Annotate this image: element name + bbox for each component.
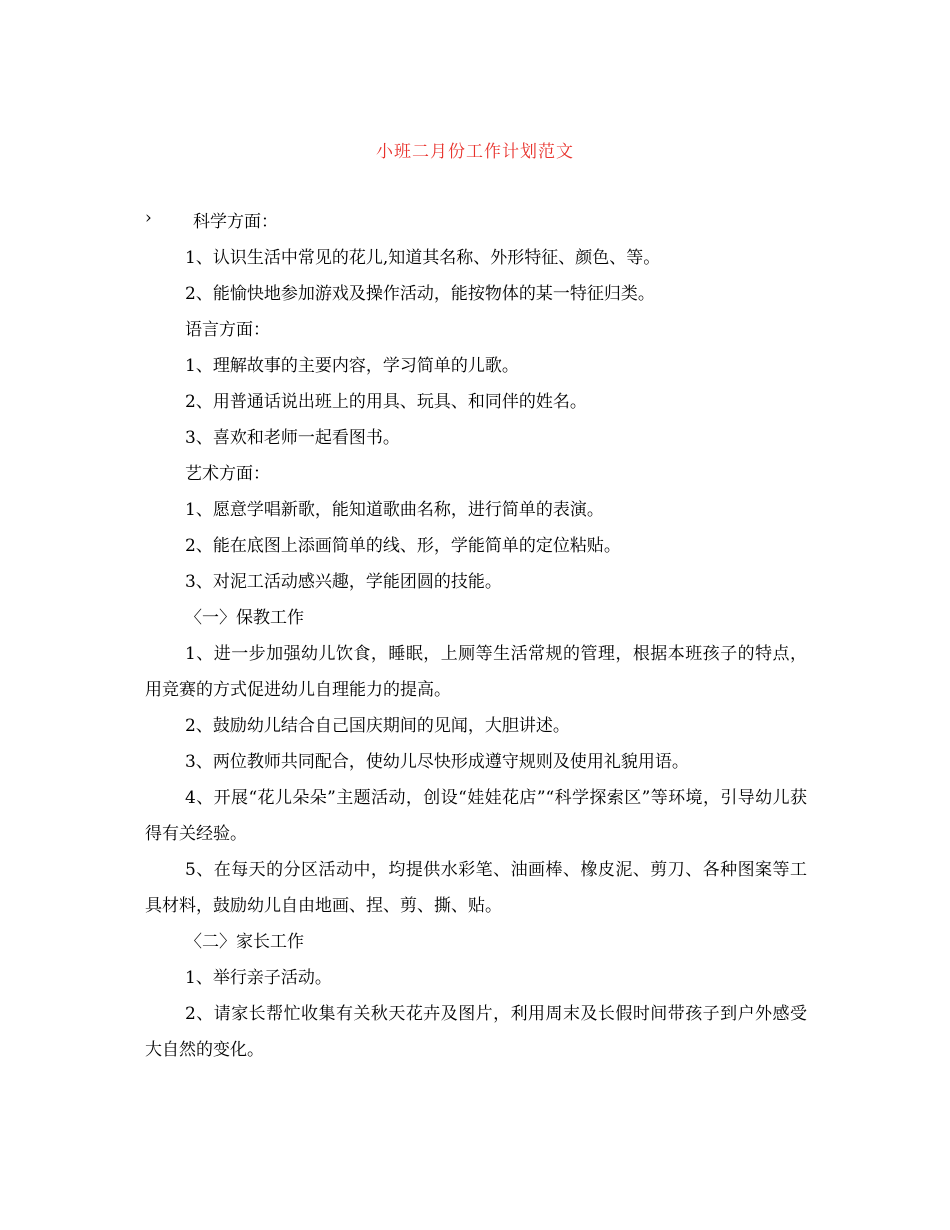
section-heading-art: 艺术方面：: [185, 464, 270, 484]
paragraph: 3、两位教师共同配合，使幼儿尽快形成遵守规则及使用礼貌用语。: [185, 752, 689, 772]
document-title: 小班二月份工作计划范文: [376, 142, 574, 162]
paragraph: 1、进一步加强幼儿饮食，睡眠，上厕等生活常规的管理，根据本班孩子的特点，用竞赛的方式促进幼儿自理能力的提高。: [145, 644, 807, 700]
paragraph: 1、举行亲子活动。: [185, 968, 332, 988]
bullet-marker: ›: [145, 208, 152, 228]
paragraph: 2、鼓励幼儿结合自己国庆期间的见闻，大胆讲述。: [185, 716, 570, 736]
paragraph: 2、请家长帮忙收集有关秋天花卉及图片，利用周末及长假时间带孩子到户外感受大自然的变化。: [145, 1004, 807, 1060]
paragraph: 3、喜欢和老师一起看图书。: [185, 428, 400, 448]
paragraph: 1、愿意学唱新歌，能知道歌曲名称，进行简单的表演。: [185, 500, 604, 520]
paragraph: 4、开展“花儿朵朵”主题活动，创设“娃娃花店”“科学探索区”等环境，引导幼儿获得有关经验。: [145, 788, 807, 844]
paragraph: 1、理解故事的主要内容，学习简单的儿歌。: [185, 356, 519, 376]
paragraph: 2、用普通话说出班上的用具、玩具、和同伴的姓名。: [185, 392, 587, 412]
paragraph: 3、对泥工活动感兴趣，学能团圆的技能。: [185, 572, 502, 592]
paragraph: 2、能愉快地参加游戏及操作活动，能按物体的某一特征归类。: [185, 284, 655, 304]
section-heading-science: 科学方面：: [193, 212, 278, 232]
paragraph: 5、在每天的分区活动中，均提供水彩笔、油画棒、橡皮泥、剪刀、各种图案等工具材料，鼓励幼儿自由地画、捏、剪、撕、贴。: [145, 860, 807, 916]
section-heading-language: 语言方面：: [185, 320, 270, 340]
section-heading-care: 〈一〉保教工作: [185, 608, 304, 628]
paragraph: 2、能在底图上添画简单的线、形，学能简单的定位粘贴。: [185, 536, 621, 556]
paragraph: 1、认识生活中常见的花儿,知道其名称、外形特征、颜色、等。: [185, 248, 661, 268]
document-body: [145, 204, 807, 1068]
section-heading-parents: 〈二〉家长工作: [185, 932, 304, 952]
